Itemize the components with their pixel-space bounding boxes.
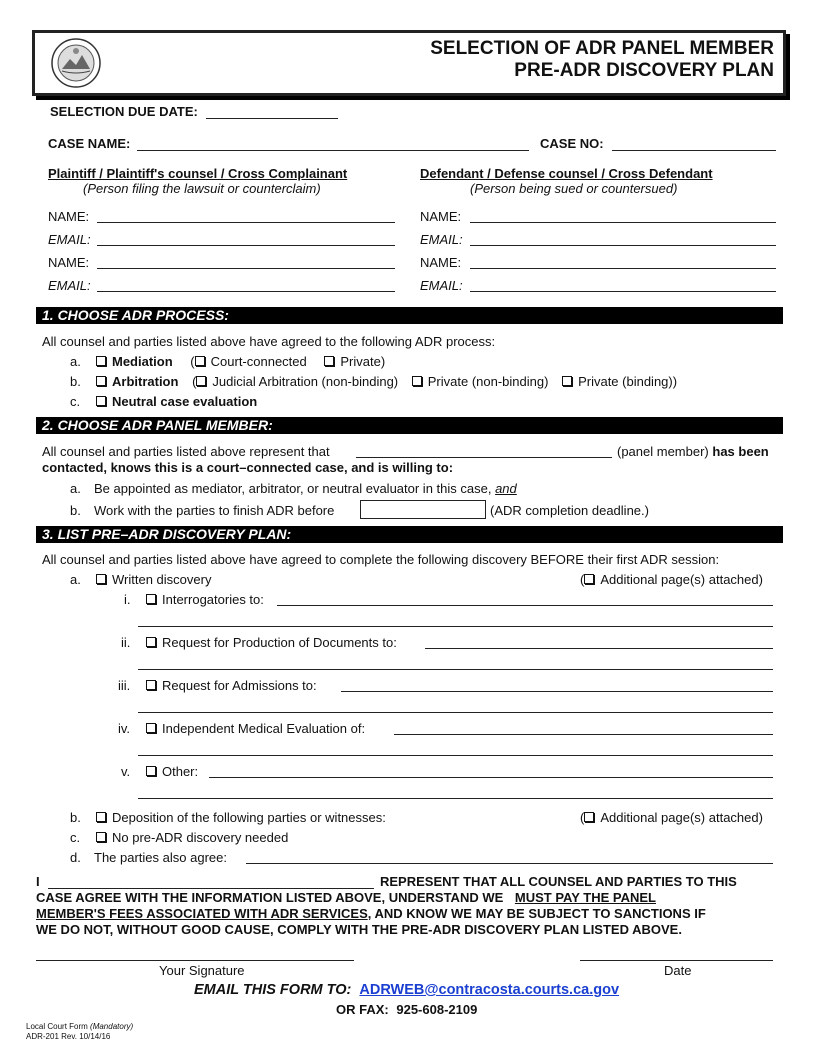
case-name-field[interactable] (137, 150, 529, 151)
panel-member-label: (panel member) (617, 444, 709, 459)
production-label: Request for Production of Documents to: (162, 635, 397, 650)
production-field-2[interactable] (138, 669, 773, 670)
s1-c-letter: c. (70, 394, 81, 409)
defendant-heading: Defendant / Defense counsel / Cross Defendant (420, 166, 713, 181)
neutral-evaluation-checkbox[interactable] (96, 396, 106, 406)
plaintiff-email-label-2: EMAIL: (48, 278, 91, 293)
defendant-name-label-2: NAME: (420, 255, 462, 270)
deposition-additional-pages: ( Additional page(s) attached) (580, 810, 763, 825)
signature-label: Your Signature (159, 963, 245, 978)
production-field[interactable] (425, 648, 773, 649)
s2-a-and: and (495, 481, 517, 496)
cert-name-field[interactable] (48, 888, 374, 889)
s1-mediation-row: Mediation ( Court-connected Private) (96, 354, 385, 369)
s2-a-letter: a. (70, 481, 81, 496)
deposition-row (96, 810, 386, 825)
title-line-2: PRE-ADR DISCOVERY PLAN (514, 60, 774, 81)
adr-deadline-input[interactable] (360, 500, 486, 519)
case-no-label: CASE NO: (540, 136, 604, 151)
section-2-intro-line2: contacted, knows this is a court–connected case, and is willing to: (42, 460, 454, 475)
mediation-checkbox[interactable] (96, 356, 106, 366)
plaintiff-heading: Plaintiff / Plaintiff's counsel / Cross Complainant (48, 166, 348, 181)
section-2-header (36, 417, 783, 434)
judicial-arbitration-label: Judicial Arbitration (non-binding) (212, 374, 399, 389)
production-checkbox[interactable] (146, 637, 156, 647)
deposition-label: Deposition of the following parties or witnesses: (112, 810, 386, 825)
other-label: Other: (162, 764, 199, 779)
item-ii-num: ii. (121, 635, 131, 650)
section-3-title: 3. LIST PRE–ADR DISCOVERY PLAN: (42, 526, 292, 542)
mediation-label: Mediation (112, 354, 173, 369)
interrogatories-checkbox[interactable] (146, 594, 156, 604)
other-row (146, 764, 198, 779)
section-1-header (36, 307, 783, 324)
deposition-checkbox[interactable] (96, 812, 106, 822)
defendant-name-field-2[interactable] (470, 268, 776, 269)
court-seal-icon (50, 37, 102, 89)
arbitration-checkbox[interactable] (96, 376, 106, 386)
form-title (430, 38, 774, 82)
form-id-line2: ADR-201 Rev. 10/14/16 (26, 1032, 111, 1041)
private-nonbinding-checkbox[interactable] (412, 376, 422, 386)
interrogatories-field[interactable] (277, 605, 773, 606)
s3-d-letter: d. (70, 850, 81, 865)
fax-row (336, 1002, 477, 1017)
s2-b-letter: b. (70, 503, 81, 518)
section-2-title: 2. CHOOSE ADR PANEL MEMBER: (42, 417, 273, 433)
interrogatories-row (146, 592, 264, 607)
cert-line4: WE DO NOT, WITHOUT GOOD CAUSE, COMPLY WITH THE PRE-ADR DISCOVERY PLAN LISTED ABOVE. (36, 922, 682, 937)
plaintiff-name-field-2[interactable] (97, 268, 395, 269)
deposition-additional-label: Additional page(s) attached) (600, 810, 763, 825)
defendant-subheading: (Person being sued or countersued) (470, 181, 678, 196)
defendant-email-field-1[interactable] (470, 245, 776, 246)
mediation-private-label: Private) (340, 354, 386, 369)
due-date-field[interactable] (206, 118, 338, 119)
case-name-label: CASE NAME: (48, 136, 131, 151)
email-form-row (194, 982, 619, 998)
admissions-field[interactable] (341, 691, 773, 692)
admissions-row (146, 678, 317, 693)
plaintiff-email-field-2[interactable] (97, 291, 395, 292)
plaintiff-name-label-1: NAME: (48, 209, 90, 224)
written-discovery-label: Written discovery (112, 572, 212, 587)
defendant-email-label-1: EMAIL: (420, 232, 463, 247)
s2-b-after: (ADR completion deadline.) (490, 503, 649, 518)
deposition-additional-checkbox[interactable] (584, 812, 594, 822)
parties-agree-label: The parties also agree: (94, 850, 227, 865)
panel-member-field[interactable] (356, 457, 612, 458)
production-row (146, 635, 397, 650)
cert-line2 (36, 890, 782, 905)
no-discovery-checkbox[interactable] (96, 832, 106, 842)
private-binding-label: Private (binding)) (578, 374, 678, 389)
s1-neutral-row (96, 394, 257, 409)
written-additional-checkbox[interactable] (584, 574, 594, 584)
cert-line3-b: , AND KNOW WE MAY BE SUBJECT TO SANCTIONS IF (367, 906, 706, 921)
admissions-field-2[interactable] (138, 712, 773, 713)
section-1-title: 1. CHOOSE ADR PROCESS: (42, 307, 229, 323)
plaintiff-email-field-1[interactable] (97, 245, 395, 246)
written-discovery-checkbox[interactable] (96, 574, 106, 584)
defendant-email-field-2[interactable] (470, 291, 776, 292)
form-id (26, 1022, 133, 1042)
admissions-checkbox[interactable] (146, 680, 156, 690)
no-discovery-row (96, 830, 288, 845)
admissions-label: Request for Admissions to: (162, 678, 317, 693)
interrogatories-field-2[interactable] (138, 626, 773, 627)
arbitration-label: Arbitration (112, 374, 179, 389)
written-discovery-row (96, 572, 211, 587)
defendant-name-field-1[interactable] (470, 222, 776, 223)
fax-label: OR FAX: (336, 1002, 389, 1017)
medical-evaluation-field[interactable] (394, 734, 773, 735)
plaintiff-name-field-1[interactable] (97, 222, 395, 223)
medical-evaluation-label: Independent Medical Evaluation of: (162, 721, 366, 736)
email-link[interactable]: ADRWEB@contracosta.courts.ca.gov (359, 982, 620, 998)
s2-b-text: Work with the parties to finish ADR before (94, 503, 335, 518)
date-label: Date (664, 963, 692, 978)
plaintiff-name-label-2: NAME: (48, 255, 90, 270)
medical-evaluation-checkbox[interactable] (146, 723, 156, 733)
s1-arbitration-row: Arbitration ( Judicial Arbitration (non-binding) Private (non-binding) Private (binding)) (96, 374, 677, 389)
court-connected-checkbox[interactable] (195, 356, 205, 366)
email-form-label: EMAIL THIS FORM TO: (194, 982, 352, 998)
item-iv-num: iv. (118, 721, 131, 736)
neutral-evaluation-label: Neutral case evaluation (112, 394, 258, 409)
fax-number: 925-608-2109 (396, 1002, 478, 1017)
date-field[interactable] (580, 960, 773, 961)
other-checkbox[interactable] (146, 766, 156, 776)
s1-b-letter: b. (70, 374, 81, 389)
s3-a-letter: a. (70, 572, 81, 587)
s2-a-text: Be appointed as mediator, arbitrator, or neutral evaluator in this case, (94, 481, 492, 496)
item-iii-num: iii. (118, 678, 131, 693)
section-2-intro-start: All counsel and parties listed above represent that (42, 444, 330, 459)
judicial-arbitration-checkbox[interactable] (196, 376, 206, 386)
defendant-name-label-1: NAME: (420, 209, 462, 224)
private-binding-checkbox[interactable] (562, 376, 572, 386)
plaintiff-subheading: (Person filing the lawsuit or counterclaim) (83, 181, 321, 196)
other-field-2[interactable] (138, 798, 773, 799)
form-mandatory: (Mandatory) (90, 1022, 134, 1031)
private-nonbinding-label: Private (non-binding) (427, 374, 549, 389)
title-line-1: SELECTION OF ADR PANEL MEMBER (430, 38, 774, 59)
cert-line3-a: MEMBER'S FEES ASSOCIATED WITH ADR SERVICES (36, 906, 368, 921)
s2-a-row (94, 481, 517, 496)
section-2-intro-end (617, 444, 769, 459)
court-connected-label: Court-connected (210, 354, 307, 369)
cert-i: I (36, 874, 40, 889)
signature-field[interactable] (36, 960, 354, 961)
s1-a-letter: a. (70, 354, 81, 369)
other-field[interactable] (209, 777, 773, 778)
s3-b-letter: b. (70, 810, 81, 825)
section-1-intro: All counsel and parties listed above have agreed to the following ADR process: (42, 334, 496, 349)
item-v-num: v. (121, 764, 131, 779)
cert-line1: REPRESENT THAT ALL COUNSEL AND PARTIES TO THIS (380, 874, 737, 889)
cert-line2-b: MUST PAY THE PANEL (514, 890, 657, 905)
cert-line2-a: CASE AGREE WITH THE INFORMATION LISTED ABOVE, UNDERSTAND WE (36, 890, 504, 905)
defendant-email-label-2: EMAIL: (420, 278, 463, 293)
section-3-intro: All counsel and parties listed above have agreed to complete the following discovery BEFORE their first ADR session: (42, 552, 720, 567)
written-additional-label: Additional page(s) attached) (600, 572, 763, 587)
s3-c-letter: c. (70, 830, 81, 845)
medical-evaluation-field-2[interactable] (138, 755, 773, 756)
case-no-field[interactable] (612, 150, 776, 151)
form-id-line1: Local Court Form (26, 1022, 88, 1031)
due-date-label: SELECTION DUE DATE: (50, 104, 198, 119)
interrogatories-label: Interrogatories to: (162, 592, 264, 607)
parties-agree-field[interactable] (246, 863, 773, 864)
section-3-header (36, 526, 783, 543)
written-additional-pages: ( Additional page(s) attached) (580, 572, 763, 587)
cert-line3 (36, 906, 706, 921)
item-i-num: i. (124, 592, 131, 607)
plaintiff-email-label-1: EMAIL: (48, 232, 91, 247)
mediation-private-checkbox[interactable] (324, 356, 334, 366)
medical-evaluation-row (146, 721, 365, 736)
no-discovery-label: No pre-ADR discovery needed (112, 830, 289, 845)
has-been-text: has been (712, 444, 769, 459)
